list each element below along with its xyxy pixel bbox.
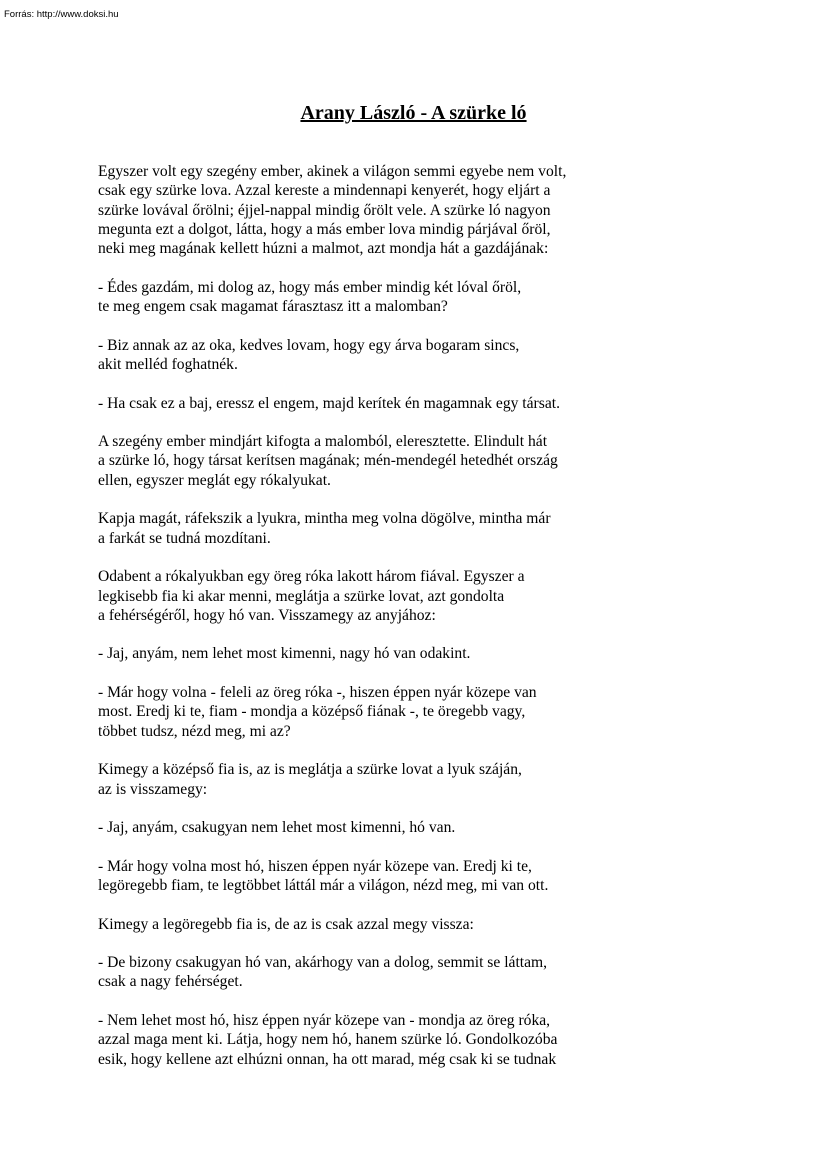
paragraph — [98, 509, 658, 548]
text-line: megunta ezt a dolgot, látta, hogy a más ember lova mindig párjával őröl, — [98, 220, 551, 238]
text-line: Egyszer volt egy szegény ember, akinek a világon semmi egyebe nem volt, — [98, 163, 567, 180]
paragraph — [98, 567, 658, 625]
text-line: a farkát se tudná mozdítani. — [98, 529, 271, 547]
text-line: akit melléd foghatnék. — [98, 355, 238, 373]
paragraph — [98, 953, 658, 992]
text-line: - Már hogy volna - feleli az öreg róka -, hiszen éppen nyár közepe van — [98, 684, 537, 702]
text-line: azzal maga ment ki. Látja, hogy nem hó, hanem szürke ló. Gondolkozóba — [98, 1031, 558, 1049]
text-line: - Jaj, anyám, csakugyan nem lehet most kimenni, hó van. — [98, 819, 456, 837]
text-line: ellen, egyszer meglát egy rókalyukat. — [98, 471, 331, 489]
text-line: az is visszamegy: — [98, 780, 208, 798]
text-line: a szürke ló, hogy társat kerítsen magának; mén-mendegél hetedhét ország — [98, 452, 558, 470]
paragraph — [98, 915, 658, 934]
text-line: neki meg magának kellett húzni a malmot, azt mondja hát a gazdájának: — [98, 240, 549, 258]
paragraph — [98, 760, 658, 799]
text-line: a fehérségéről, hogy hó van. Visszamegy az anyjához: — [98, 606, 436, 624]
text-line: - Biz annak az az oka, kedves lovam, hogy egy árva bogaram sincs, — [98, 336, 520, 354]
text-line: te meg engem csak magamat fárasztasz itt a malomban? — [98, 298, 448, 316]
text-line: Kimegy a középső fia is, az is meglátja a szürke lovat a lyuk száján, — [98, 761, 522, 779]
text-line: A szegény ember mindjárt kifogta a malomból, eleresztette. Elindult hát — [98, 433, 548, 451]
paragraph — [98, 162, 658, 258]
text-line: Kapja magát, ráfekszik a lyukra, mintha meg volna dögölve, mintha már — [98, 510, 551, 528]
text-line: - Már hogy volna most hó, hiszen éppen nyár közepe van. Eredj ki te, — [98, 857, 532, 875]
text-line: esik, hogy kellene azt elhúzni onnan, ha ott marad, még csak ki se tudnak — [98, 1050, 557, 1068]
text-line: - Nem lehet most hó, hisz éppen nyár közepe van - mondja az öreg róka, — [98, 1012, 551, 1030]
text-line: legkisebb fia ki akar menni, meglátja a szürke lovat, azt gondolta — [98, 587, 505, 605]
text-line: legöregebb fiam, te legtöbbet láttál már a világon, nézd meg, mi van ott. — [98, 876, 549, 894]
document-body — [98, 162, 658, 1088]
paragraph — [98, 644, 658, 663]
paragraph — [98, 818, 658, 837]
text-line: - Jaj, anyám, nem lehet most kimenni, nagy hó van odakint. — [98, 645, 471, 663]
text-line: többet tudsz, nézd meg, mi az? — [98, 722, 291, 740]
paragraph — [98, 394, 658, 413]
text-line: - Édes gazdám, mi dolog az, hogy más ember mindig két lóval őröl, — [98, 278, 522, 296]
text-line: - Ha csak ez a baj, eressz el engem, majd kerítek én magamnak egy társat. — [98, 394, 560, 412]
text-line: csak egy szürke lova. Azzal kereste a mindennapi kenyerét, hogy eljárt a — [98, 182, 551, 200]
paragraph — [98, 683, 658, 741]
paragraph — [98, 278, 658, 317]
text-line: csak a nagy fehérséget. — [98, 973, 243, 991]
text-line: most. Eredj ki te, fiam - mondja a középső fiának -, te öregebb vagy, — [98, 703, 526, 721]
source-url-header: Forrás: http://www.doksi.hu — [4, 9, 119, 20]
text-line: szürke lovával őrölni; éjjel-nappal mindig őrölt vele. A szürke ló nagyon — [98, 201, 551, 219]
text-line: Odabent a rókalyukban egy öreg róka lakott három fiával. Egyszer a — [98, 568, 525, 586]
paragraph — [98, 1011, 658, 1069]
paragraph — [98, 336, 658, 375]
text-line: - De bizony csakugyan hó van, akárhogy van a dolog, semmit se láttam, — [98, 954, 548, 972]
paragraph — [98, 857, 658, 896]
text-line: Kimegy a legöregebb fia is, de az is csak azzal megy vissza: — [98, 915, 474, 933]
paragraph — [98, 432, 658, 490]
document-title: Arany László - A szürke ló — [300, 102, 527, 124]
